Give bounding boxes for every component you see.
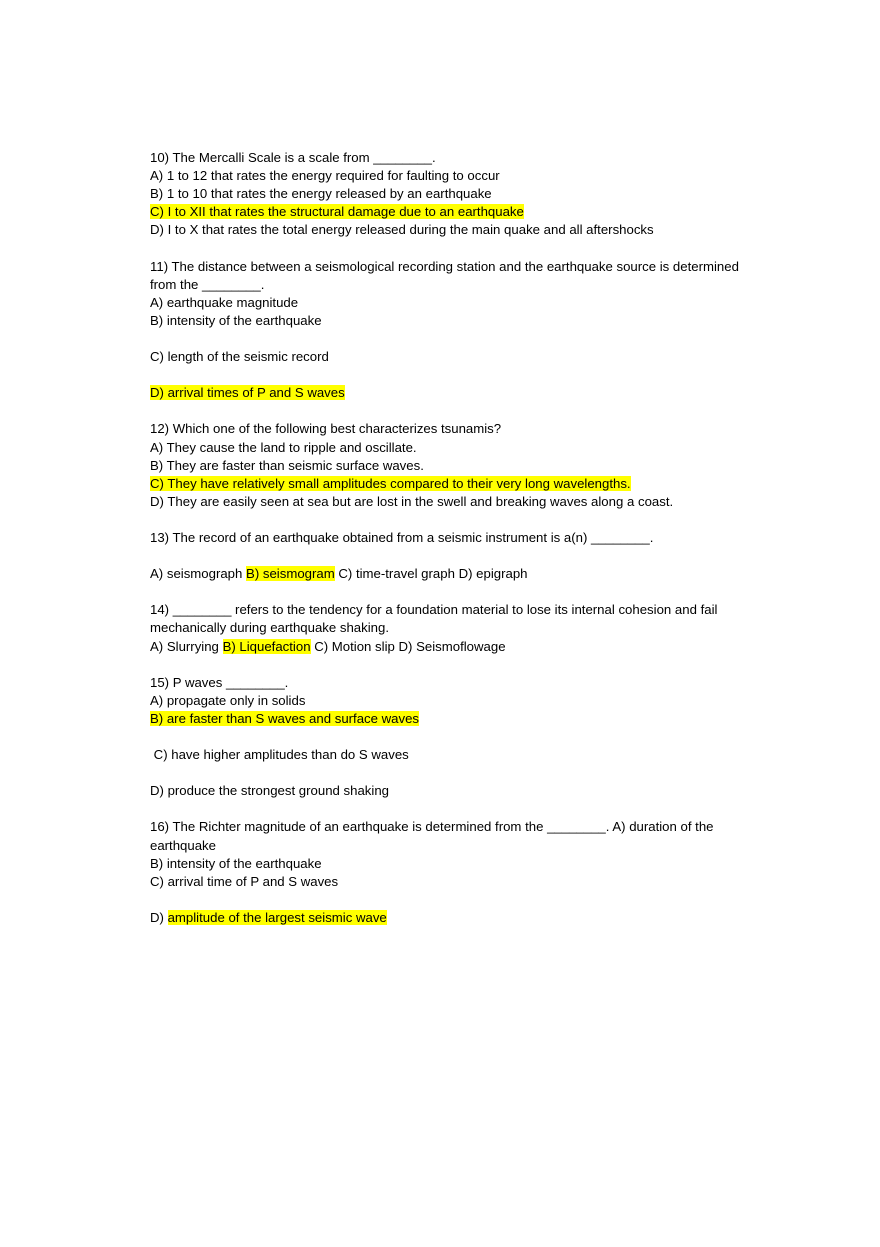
answer-option: B) intensity of the earthquake <box>150 855 322 871</box>
answer-option: D) epigraph <box>458 566 528 582</box>
answer-option: D) produce the strongest ground shaking <box>150 783 389 799</box>
highlighted-answer-option: C) They have relatively small amplitudes compared to their very long wavelengths. <box>150 475 631 491</box>
question-stem: 15) P waves ________. <box>150 674 289 690</box>
answer-option: A) duration of the earthquake <box>150 819 714 853</box>
highlighted-answer-option: B) are faster than S waves and surface waves <box>150 710 420 726</box>
question-stem: 14) ________ refers to the tendency for a foundation material to lose its internal cohesion and fail mechanically during earthquake shaking. <box>150 602 718 636</box>
answer-options-row <box>150 638 740 656</box>
answer-option: A) earthquake magnitude <box>150 294 299 310</box>
question-15 <box>150 674 740 801</box>
highlighted-answer-option: B) Liquefaction <box>222 638 311 654</box>
question-stem-with-option <box>150 818 740 854</box>
answer-option: A) propagate only in solids <box>150 692 306 708</box>
question-stem: 16) The Richter magnitude of an earthquake is determined from the ________. <box>150 819 610 835</box>
question-list <box>150 149 740 927</box>
highlighted-answer-option: D) arrival times of P and S waves <box>150 385 345 401</box>
answer-option: B) They are faster than seismic surface waves. <box>150 457 424 473</box>
question-14 <box>150 601 740 655</box>
question-13 <box>150 529 740 583</box>
question-16 <box>150 818 740 927</box>
answer-option: B) intensity of the earthquake <box>150 312 322 328</box>
highlighted-answer-option: B) seismogram <box>246 566 335 582</box>
answer-option: D) I to X that rates the total energy released during the main quake and all aftershocks <box>150 222 654 238</box>
answer-option: A) Slurrying <box>150 638 219 654</box>
question-stem: 11) The distance between a seismological recording station and the earthquake source is determined from the ________. <box>150 258 739 292</box>
highlighted-answer-option: amplitude of the largest seismic wave <box>167 909 387 925</box>
question-stem: 13) The record of an earthquake obtained from a seismic instrument is a(n) ________. <box>150 529 654 545</box>
answer-option: C) time-travel graph <box>338 566 455 582</box>
question-11 <box>150 258 740 403</box>
answer-option: A) 1 to 12 that rates the energy required for faulting to occur <box>150 168 500 184</box>
answer-option: D) Seismoflowage <box>398 638 506 654</box>
answer-option: D) They are easily seen at sea but are lost in the swell and breaking waves along a coast. <box>150 493 674 509</box>
answer-option: B) 1 to 10 that rates the energy released by an earthquake <box>150 186 492 202</box>
answer-option: A) They cause the land to ripple and oscillate. <box>150 439 417 455</box>
question-stem: 12) Which one of the following best characterizes tsunamis? <box>150 421 502 437</box>
answer-option-row <box>150 909 740 927</box>
answer-options-row <box>150 565 740 583</box>
question-12 <box>150 420 740 510</box>
answer-option-letter: D) <box>150 909 164 925</box>
answer-option: A) seismograph <box>150 566 243 582</box>
answer-option: C) Motion slip <box>314 638 395 654</box>
question-stem: 10) The Mercalli Scale is a scale from ________. <box>150 150 436 165</box>
highlighted-answer-option: C) I to XII that rates the structural damage due to an earthquake <box>150 204 524 220</box>
answer-option: C) have higher amplitudes than do S waves <box>153 747 409 763</box>
answer-option: C) arrival time of P and S waves <box>150 873 339 889</box>
question-10 <box>150 149 740 239</box>
answer-option: C) length of the seismic record <box>150 349 329 365</box>
